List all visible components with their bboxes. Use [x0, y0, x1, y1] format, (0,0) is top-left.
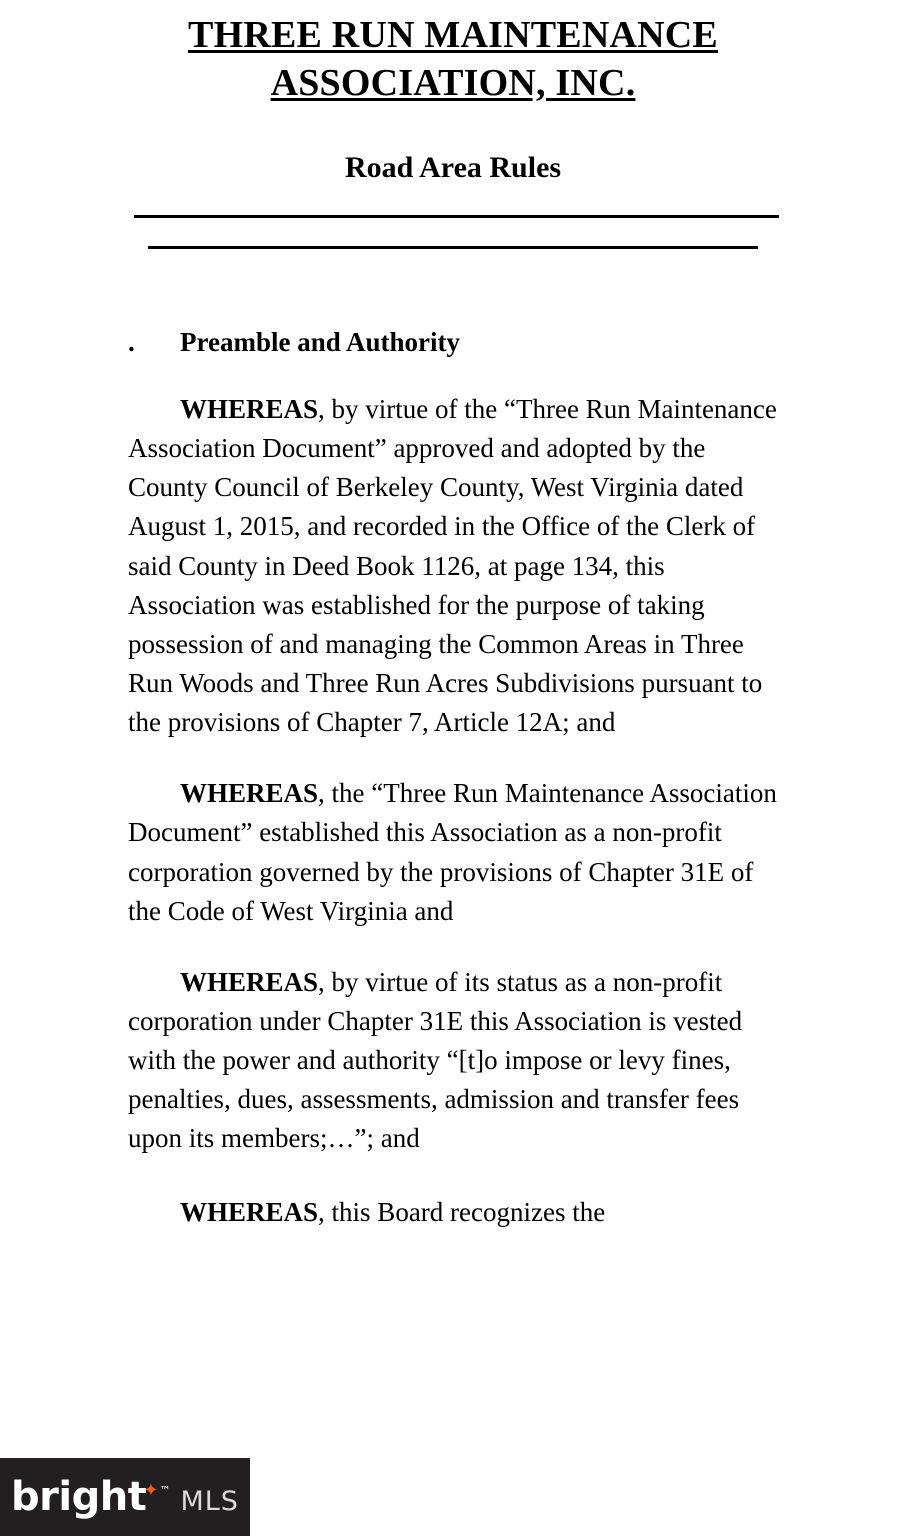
bright-mls-watermark: [0, 1458, 250, 1536]
paragraph-2: [128, 774, 778, 931]
star-icon: ✦: [143, 1480, 159, 1501]
section-heading-label: Preamble and Authority: [180, 327, 461, 357]
paragraph-2-lead: WHEREAS: [180, 778, 319, 809]
watermark-logo: [11, 1474, 239, 1520]
paragraph-3-text: , by virtue of its status as a non-profit corporation under Chapter 31E this Association is vested with the power and authority “[t]o impose or levy fines, penalties, dues, assessments, admission and transfer fees upon its members;…”; and: [128, 966, 743, 1154]
trademark-icon: ™: [159, 1484, 171, 1497]
divider-group: [128, 215, 778, 249]
paragraph-1: [128, 390, 778, 742]
paragraph-1-lead: WHEREAS: [180, 394, 319, 424]
page-title: [128, 0, 778, 107]
watermark-suffix-text: MLS: [180, 1486, 239, 1517]
paragraph-3: [128, 963, 778, 1159]
paragraph-3-lead: WHEREAS: [180, 966, 319, 997]
section-heading: [128, 327, 778, 358]
page-subtitle: Road Area Rules: [344, 151, 562, 184]
divider-line-1: [134, 215, 779, 218]
paragraph-4-text: , this Board recognizes the: [318, 1196, 606, 1227]
paragraph-1-text: , by virtue of the “Three Run Maintenance Association Document” approved and adopted by the County Council of Berkeley County, West Virginia dated August 1, 2015, and recorded in the Office of the Clerk of said County in Deed Book 1126, at page 134, this Association was established for the purpose of taking possession of and managing the Common Areas in Three Run Woods and Three Run Acres Subdivisions pursuant to the provisions of Chapter 7, Article 12A; and: [128, 394, 777, 738]
paragraph-2-text: , the “Three Run Maintenance Association Document” established this Association as a non-profit corporation governed by the provisions of Chapter 31E of the Code of West Virginia and: [128, 778, 777, 926]
watermark-brand-text: bright: [11, 1474, 147, 1520]
paragraph-4: [128, 1193, 778, 1232]
divider-line-2: [148, 246, 758, 249]
section-marker: .: [128, 327, 135, 357]
title-line-2: ASSOCIATION, INC.: [270, 61, 636, 104]
paragraph-4-lead: WHEREAS: [180, 1196, 319, 1227]
title-line-1: THREE RUN MAINTENANCE: [188, 14, 718, 56]
